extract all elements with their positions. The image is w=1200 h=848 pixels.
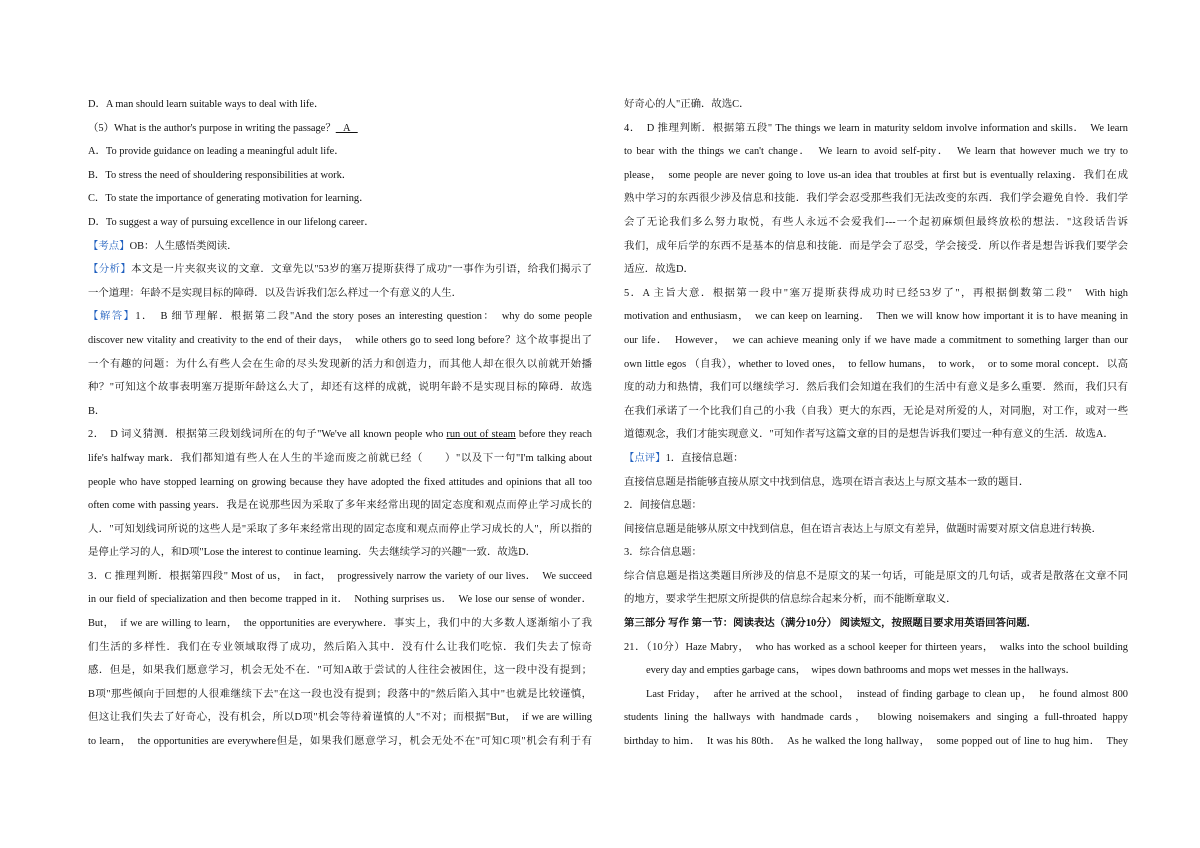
comment-line: 2．间接信息题： — [624, 500, 702, 512]
answer-text-line: motivation and enthusiasm， we can keep on learning． Then we will know how important it is to have meaning in — [624, 311, 1128, 323]
answer-text-line: 一个有趣的问题：为什么有些人会在生命的尽头发现新的活力和创造力，而其他人却在很久以前就开始播 — [88, 358, 592, 370]
passage-line: 21．（10分）Haze Mabry， who has worked as a school keeper for thirteen years， walks into the school building — [624, 641, 1128, 653]
answer-text-line: 道德观念，我们才能实现意义．"可知作者写这篇文章的目的是想告诉我们要过一种有意义的生活．故选A． — [624, 429, 1114, 441]
answer-text-line: B． — [88, 405, 106, 417]
answer-text-line: life's halfway mark．我们都知道有些人在人生的半途而废之前就已经（ ）"以及下一句"I'm talking about — [88, 452, 592, 464]
answer-text-line: 但这让我们失去了好奇心，没有机会，所以D项"机会等待着谨慎的人"不对；而根据"But， if we are willing — [88, 712, 592, 724]
answer-text-line: people who have stopped learning on growing because they have adopted the fixed attitudes and opinions that all too — [88, 476, 592, 488]
comment-line: 间接信息题是能够从原文中找到信息，但在语言表达上与原文有差异，做题时需要对原文信息进行转换． — [624, 523, 1102, 535]
dianping-line — [624, 447, 1128, 471]
passage-line: every day and empties garbage cans， wipes down bathrooms and mops wet messes in the hallways． — [646, 665, 1076, 677]
answer-text-line: B项"那些倾向于回想的人很难继续下去"在这一段也没有提到；段落中的"然后陷入其中"也就是比较谨慎， — [88, 688, 592, 700]
answer-text-line: to learn， the opportunities are everywhere但是，如果我们愿意学习，机会无处不在"可知C项"机会有利于有 — [88, 736, 592, 748]
answer-text-line: 种？"可知这个故事表明塞万提斯年龄这么大了，却还有这样的成就，说明年龄不是实现目标的障碍．故选 — [88, 382, 592, 394]
answer-text-line: 感．但是，如果我们愿意学习，机会无处不在．"可知A敢于尝试的人往往会被困住，这一段中没有提到； — [88, 665, 592, 677]
option-a: A．To provide guidance on leading a meaningful adult life． — [88, 146, 345, 158]
answer-4-line: 4． D 推理判断．根据第五段" The things we learn in maturity seldom involve information and skills． We learn — [624, 122, 1128, 134]
answer-text-line: 人．"可知划线词所说的这些人是"采取了多年来经常出现的固定态度和观点而停止学习成长的人"，所以指的 — [88, 523, 592, 535]
fenxi-line-2: 一个道理：年龄不是实现目标的障碍．以及告诉我们怎么样过一个有意义的人生． — [88, 287, 463, 299]
kaodian-line — [88, 235, 592, 259]
answer-2-text: 2． D 词义猜测．根据第三段划线词所在的句子"We've all known people who — [88, 429, 447, 441]
comment-line: 综合信息题是指这类题目所涉及的信息不是原文的某一句话，可能是原文的几句话，或者是散落在文章不同 — [624, 570, 1128, 582]
answer-text-line: 在我们承诺了一个比我们自己的小我（自我）更大的东西，无论是对所爱的人，对同胞，对工作，或对一些 — [624, 405, 1128, 417]
answer-text-line: often come with passing years．我是在说那些因为采取了多年来经常出现的固定态度和观点而停止学习成长的 — [88, 500, 592, 512]
fenxi-text: 本文是一片夹叙夹议的文章．文章先以"53岁的塞万提斯获得了成功"一事作为引语，给我们揭示了 — [131, 264, 592, 276]
option-d-q4: D．A man should learn suitable ways to deal with life． — [88, 99, 325, 110]
underlined-phrase: run out of steam — [446, 429, 516, 441]
dianping-text: 1．直接信息题： — [665, 452, 744, 464]
jieda-tag: 【解答】 — [88, 311, 136, 323]
section-heading: 第三部分 写作 第一节：阅读表达（满分10分） 阅读短文，按照题目要求用英语回答问题． — [624, 618, 1038, 630]
answer-3-line: 3．C 推理判断．根据第四段" Most of us， in fact， progressively narrow the variety of our lives． We succeed — [88, 570, 592, 582]
comment-line: 3．综合信息题： — [624, 547, 702, 559]
dianping-tag: 【点评】 — [624, 452, 666, 464]
question-5-text: （5）What is the author's purpose in writing the passage？ — [88, 122, 336, 134]
option-b: B．To stress the need of shouldering responsibilities at work． — [88, 169, 353, 181]
answer-text-line: 熟中学习的东西很少涉及信息和技能．我们学会忍受那些我们无法改变的东西．我们学会避免自怜．我们学 — [624, 193, 1128, 205]
kaodian-text: OB：人生感悟类阅读． — [129, 240, 238, 252]
answer-text-line: 是停止学习的人，和D项"Lose the interest to continue learning．失去继续学习的兴趣"一致．故选D． — [88, 547, 537, 559]
option-c: C．To state the importance of generating motivation for learning． — [88, 193, 370, 205]
question-5-answer: A — [335, 122, 358, 134]
answer-text-line: discover new vitality and creativity to the end of their days， while others go to seed long before？这个故事提出了 — [88, 334, 592, 346]
question-5 — [88, 117, 592, 141]
passage-line: students lining the hallways with handmade cards， blowing noisemakers and singing a full‑throated happy — [624, 712, 1128, 724]
answer-text-line: 会了无论我们多么努力取悦，有些人永远不会爱我们‑‑‑一个起初麻烦但最终放松的想法．"这段话告诉 — [624, 216, 1128, 228]
answer-2-line — [88, 423, 592, 447]
answer-text-line: 度的动力和热情，我们可以继续学习．然后我们会知道在我们的生活中有意义是多么重要．然而，我们只有 — [624, 382, 1128, 394]
fenxi-line-1 — [88, 258, 592, 282]
answer-text-line: 我们，成年后学的东西不是基本的信息和技能．而是学会了忍受，学会接受．所以作者是想告诉我们要学会 — [624, 240, 1128, 252]
answer-text-line: our life． However， we can achieve meaning only if we have made a commitment to something larger than our — [624, 334, 1128, 346]
comment-line: 直接信息题是指能够直接从原文中找到信息，选项在语言表达上与原文基本一致的题目． — [624, 476, 1030, 488]
jieda-text: 1． B 细节理解．根据第二段"And the story poses an interesting question： why do some people — [135, 311, 592, 323]
answer-text-line: please， some people are never going to love us‑an idea that troubles at first but is eventually relaxing．我们在成 — [624, 169, 1128, 181]
kaodian-tag: 【考点】 — [88, 240, 130, 252]
comment-line: 的地方，要求学生把原文所提供的信息综合起来分析，而不能断章取义． — [624, 594, 957, 606]
answer-text-line: to bear with the things we can't change． We learn to avoid self‑pity． We learn that however much we try to — [624, 146, 1128, 158]
option-d: D．To suggest a way of pursuing excellence in our lifelong career． — [88, 216, 375, 228]
jieda-line-1 — [88, 305, 592, 329]
passage-line: Last Friday， after he arrived at the school， instead of finding garbage to clean up， he found almost 800 — [646, 688, 1128, 700]
answer-text-line: in our field of specialization and then become trapped in it． Nothing surprises us． We lose our sense of wonder． — [88, 594, 592, 606]
fenxi-tag: 【分析】 — [88, 264, 132, 276]
answer-2-text-end: before they reach — [515, 429, 592, 441]
answer-text-line: own little egos （自我），whether to loved ones， to fellow humans， to work， or to some moral concept．以高 — [624, 358, 1128, 370]
answer-text-line: 们生活的多样性．我们在专业领域取得了成功，然后陷入其中．没有什么让我们吃惊．我们失去了惊奇 — [88, 641, 592, 653]
answer-5-line: 5．A 主旨大意．根据第一段中"塞万提斯获得成功时已经53岁了"，再根据倒数第二段" With high — [624, 287, 1128, 299]
right-column — [624, 93, 1128, 754]
answer-text-line: 适应．故选D． — [624, 264, 694, 276]
left-column — [88, 93, 592, 754]
passage-line: birthday to him． It was his 80th． As he walked the long hallway， some popped out of line to hug him． They — [624, 736, 1128, 748]
answer-text-line: 好奇心的人"正确．故选C． — [624, 99, 750, 110]
answer-text-line: But， if we are willing to learn， the opportunities are everywhere．事实上，我们中的大多数人逐渐缩小了我 — [88, 618, 592, 630]
